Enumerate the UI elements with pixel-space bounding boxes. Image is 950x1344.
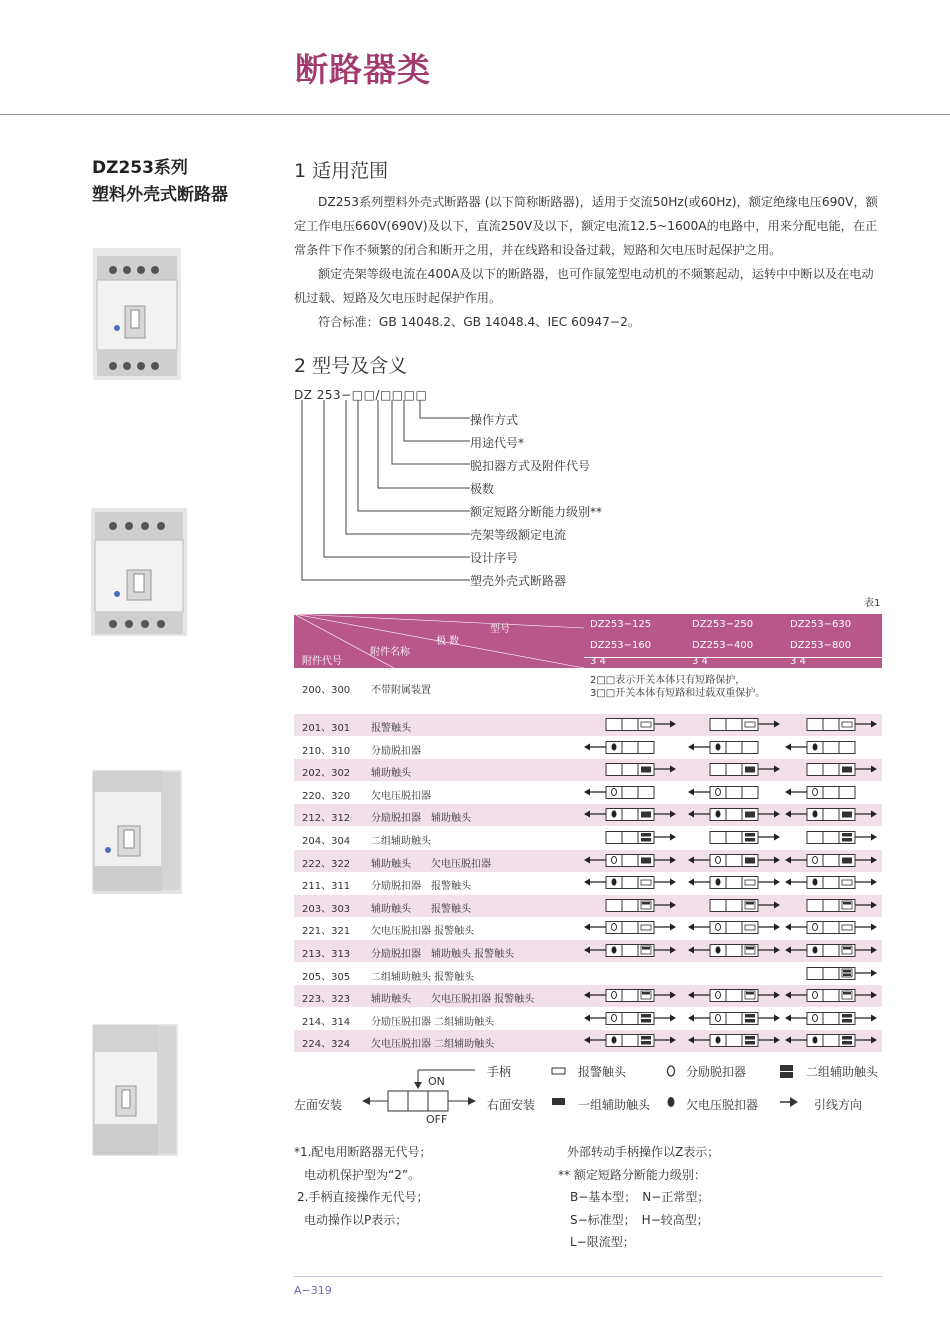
table-row xyxy=(294,895,882,917)
legend-uv: 欠电压脱扣器 xyxy=(686,1098,759,1112)
footnote-line: *1.配电用断路器无代号； xyxy=(294,1145,432,1159)
row-code: 221、321 xyxy=(302,926,351,938)
wiring-symbol xyxy=(785,831,881,845)
wiring-symbol xyxy=(785,921,881,935)
header-accessory-code: 附件代号 xyxy=(302,656,342,667)
wiring-symbol xyxy=(785,876,881,890)
table-row xyxy=(294,737,882,759)
legend-right-mount: 右面安装 xyxy=(487,1098,536,1112)
wiring-symbol xyxy=(688,763,784,777)
legend-alarm: 报警触头 xyxy=(578,1065,627,1079)
footnote-line: 外部转动手柄操作以Z表示； xyxy=(567,1145,720,1159)
wiring-symbol xyxy=(785,854,881,868)
header-group-1-poles: 3 4 xyxy=(590,656,606,667)
wiring-symbol xyxy=(688,921,784,935)
wiring-symbol xyxy=(785,718,881,732)
row-name: 辅助触头 欠电压脱扣器 xyxy=(371,858,491,870)
wiring-symbol xyxy=(584,718,680,732)
product-photo-4 xyxy=(92,1024,178,1156)
row-name: 报警触头 xyxy=(371,723,411,734)
row-name: 分励脱扣器 辅助触头 报警触头 xyxy=(371,949,515,960)
wiring-symbol xyxy=(688,989,784,1003)
row-name: 欠电压脱扣器 二组辅助触头 xyxy=(371,1039,495,1051)
wiring-symbol xyxy=(584,808,680,822)
footnotes-left xyxy=(294,1141,431,1231)
wiring-symbol xyxy=(688,786,784,800)
header-group-1-model-a: DZ253−125 xyxy=(590,619,652,630)
model-label: 设计序号 xyxy=(470,551,519,565)
header-rule xyxy=(0,114,950,115)
product-photo-3 xyxy=(92,770,182,894)
header-poles: 极 数 xyxy=(436,636,460,647)
header-group-2-model-a: DZ253−250 xyxy=(692,619,754,630)
wiring-symbol xyxy=(785,763,881,777)
row-name: 欠电压脱扣器 报警触头 xyxy=(371,926,475,938)
wiring-symbol xyxy=(688,718,784,732)
legend-aux1: 一组辅助触头 xyxy=(578,1098,651,1112)
page-number: A−319 xyxy=(294,1284,332,1297)
row-name: 分励压脱扣器 二组辅助触头 xyxy=(371,1016,495,1028)
footnote-line: ** 额定短路分断能力级别： xyxy=(558,1167,706,1182)
table-row xyxy=(294,827,882,849)
row-code: 213、313 xyxy=(302,949,351,960)
wiring-symbol xyxy=(785,808,881,822)
wiring-symbol xyxy=(584,1034,680,1048)
table-row xyxy=(294,940,882,962)
row-code: 224、324 xyxy=(302,1039,351,1051)
header-group-1-model-b: DZ253−160 xyxy=(590,640,652,651)
row-description-line: 2□□表示开关本体只有短路保护， xyxy=(590,675,746,686)
wiring-symbol xyxy=(785,1034,881,1048)
wiring-symbol xyxy=(785,741,881,755)
row-code: 223、323 xyxy=(302,994,351,1006)
table-row xyxy=(294,759,882,781)
legend-diagram xyxy=(360,1062,490,1128)
legend-shunt: 分励脱扣器 xyxy=(686,1065,747,1079)
table-row xyxy=(294,714,882,736)
row-name: 分励脱扣器 辅助触头 xyxy=(371,813,471,825)
wiring-symbol xyxy=(584,763,680,777)
row-code: 220、320 xyxy=(302,790,351,802)
wiring-symbol xyxy=(688,899,784,913)
footnote-line: 电动机保护型为“2”。 xyxy=(304,1167,421,1182)
model-label: 额定短路分断能力级别** xyxy=(470,505,603,519)
row-name: 辅助触头 xyxy=(371,768,411,780)
model-label: 极数 xyxy=(470,482,495,496)
wiring-symbol xyxy=(688,944,784,958)
row-code: 211、311 xyxy=(302,881,351,893)
section1-paragraph: 额定壳架等级电流在400A及以下的断路器，也可作鼠笼型电动机的不频繁起动，运转中中断以及在电动机过载、短路及欠电压时起保护作用。 xyxy=(294,267,874,305)
wiring-symbol xyxy=(785,989,881,1003)
footnote-line: 2.手柄直接操作无代号； xyxy=(297,1190,429,1204)
table-row xyxy=(294,985,882,1007)
footnote-line: B−基本型； N−正常型； xyxy=(570,1190,710,1204)
footnote-line: 电动操作以P表示； xyxy=(304,1212,408,1227)
legend-handle: 手柄 xyxy=(487,1065,512,1079)
wiring-symbol xyxy=(688,854,784,868)
wiring-symbol xyxy=(688,1012,784,1026)
wiring-symbol xyxy=(688,876,784,890)
section2-heading: 2 型号及含义 xyxy=(294,355,408,377)
wiring-symbol xyxy=(688,808,784,822)
product-name: 塑料外壳式断路器 xyxy=(92,185,228,205)
legend-off: OFF xyxy=(426,1113,448,1126)
row-name: 分励脱扣器 报警触头 xyxy=(371,881,471,893)
wiring-symbol xyxy=(584,1012,680,1026)
row-name: 辅助触头 欠电压脱扣器 报警触头 xyxy=(371,994,535,1006)
header-accessory-name: 附件名称 xyxy=(370,647,410,658)
header-group-3-model-b: DZ253−800 xyxy=(790,640,852,651)
legend-left-mount: 左面安装 xyxy=(294,1098,343,1112)
row-code: 201、301 xyxy=(302,723,351,734)
section1-heading: 1 适用范围 xyxy=(294,160,389,182)
row-code: 212、312 xyxy=(302,813,351,825)
table-row-first xyxy=(294,674,882,710)
product-title xyxy=(92,155,228,209)
wiring-symbol xyxy=(584,831,680,845)
table-row xyxy=(294,1008,882,1030)
row-code: 222、322 xyxy=(302,858,351,870)
model-label: 塑壳外壳式断路器 xyxy=(470,574,567,588)
row-code: 202、302 xyxy=(302,768,351,780)
footnote-line: L−限流型； xyxy=(570,1235,635,1249)
row-code: 205、305 xyxy=(302,971,351,983)
section1-paragraph: 符合标准：GB 14048.2、GB 14048.4、IEC 60947−2。 xyxy=(318,315,641,329)
wiring-symbol xyxy=(584,741,680,755)
legend-on: ON xyxy=(428,1075,445,1088)
model-diagram-lines xyxy=(294,400,474,590)
row-code: 204、304 xyxy=(302,836,351,847)
row-name: 欠电压脱扣器 xyxy=(371,790,431,802)
header-group-2-model-b: DZ253−400 xyxy=(692,640,754,651)
wiring-symbol xyxy=(584,786,680,800)
product-photo-2 xyxy=(91,508,187,636)
table-note: 表1 xyxy=(864,598,881,609)
wiring-symbol xyxy=(785,944,881,958)
section1-paragraph: DZ253系列塑料外壳式断路器 (以下简称断路器)，适用于交流50Hz(或60Hz)，额定绝缘电压690V，额定工作电压660V(690V)及以下，直流250V及以下，额定电流12.5~1600A的电路中，用来分配电能，在正常条件下作不频繁的闭合和断开之用，并在线路和设备过载，短路和欠电压时起保护之用。 xyxy=(294,195,878,257)
header-group-3-poles: 3 4 xyxy=(790,656,806,667)
product-series: DZ253系列 xyxy=(92,158,188,178)
table-row xyxy=(294,963,882,985)
table-row xyxy=(294,804,882,826)
legend-lead: 引线方向 xyxy=(814,1098,863,1112)
model-code: DZ 253−□□/□□□□ xyxy=(294,388,428,402)
wiring-symbol xyxy=(584,854,680,868)
model-label: 脱扣器方式及附件代号 xyxy=(470,459,591,473)
wiring-symbol xyxy=(584,944,680,958)
model-label: 壳架等级额定电流 xyxy=(470,528,567,542)
table-row xyxy=(294,1030,882,1052)
footer-rule xyxy=(294,1276,882,1277)
wiring-symbol xyxy=(584,876,680,890)
model-label: 用途代号* xyxy=(470,436,525,450)
wiring-symbol xyxy=(785,1012,881,1026)
row-name: 辅助触头 报警触头 xyxy=(371,903,471,915)
wiring-symbol xyxy=(688,741,784,755)
category-title: 断路器类 xyxy=(295,50,431,89)
wiring-symbol xyxy=(785,899,881,913)
row-code: 203、303 xyxy=(302,903,351,915)
wiring-symbol xyxy=(785,786,881,800)
row-name: 二组辅助触头 xyxy=(371,836,431,847)
wiring-symbol xyxy=(688,1034,784,1048)
wiring-symbol xyxy=(584,921,680,935)
table-row xyxy=(294,850,882,872)
row-name: 分励脱扣器 xyxy=(371,745,421,757)
wiring-symbol xyxy=(688,831,784,845)
wiring-symbol xyxy=(584,899,680,913)
table-header xyxy=(294,614,882,668)
legend-aux2: 二组辅助触头 xyxy=(806,1065,879,1079)
header-group-2-poles: 3 4 xyxy=(692,656,708,667)
footnotes-right xyxy=(558,1141,719,1254)
header-model: 型号 xyxy=(490,624,510,635)
header-group-3-model-a: DZ253−630 xyxy=(790,619,852,630)
model-label: 操作方式 xyxy=(470,413,519,427)
wiring-symbol xyxy=(584,989,680,1003)
table-row xyxy=(294,917,882,939)
row-description xyxy=(590,674,765,700)
row-name: 不带附属装置 xyxy=(371,685,431,696)
table-row xyxy=(294,782,882,804)
wiring-symbol xyxy=(785,967,881,981)
row-name: 二组辅助触头 报警触头 xyxy=(371,971,475,983)
footnote-line: S−标准型； H−较高型； xyxy=(570,1212,709,1227)
section1-body xyxy=(294,190,884,334)
row-code: 210、310 xyxy=(302,745,351,757)
row-code: 214、314 xyxy=(302,1016,351,1028)
row-description-line: 3□□开关本体有短路和过载双重保护。 xyxy=(590,688,766,699)
product-photo-1 xyxy=(93,248,181,380)
table-row xyxy=(294,872,882,894)
row-code: 200、300 xyxy=(302,685,351,696)
